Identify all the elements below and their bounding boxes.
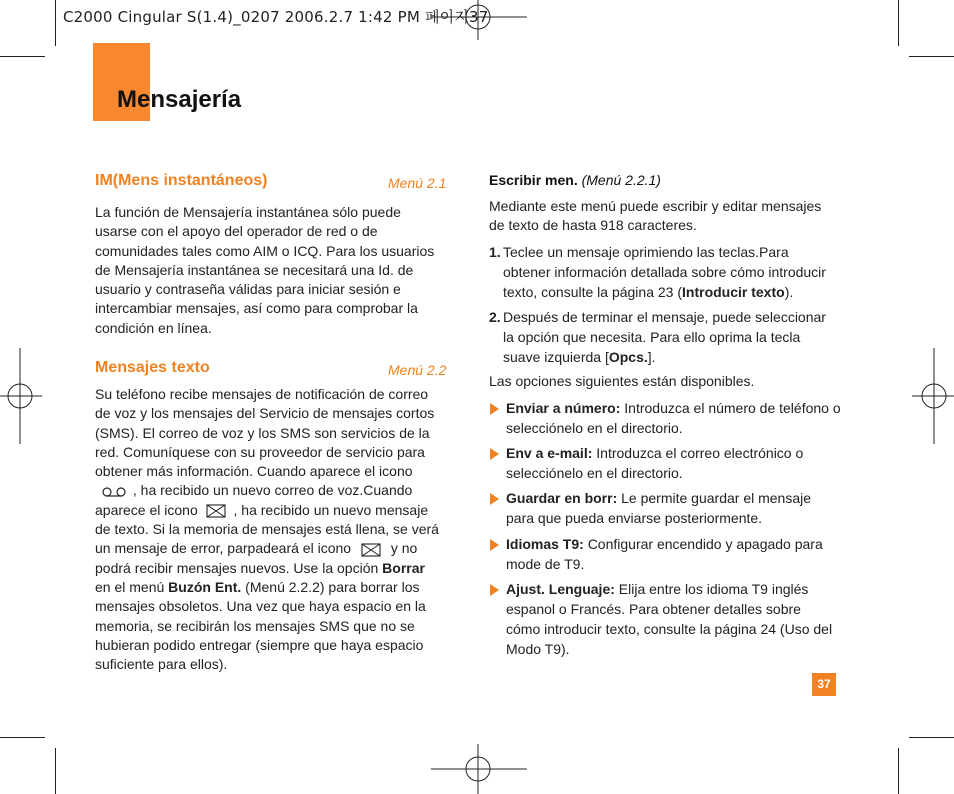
bold-term: Buzón Ent.: [168, 578, 242, 595]
text-line: selecciónelo en el directorio.: [506, 465, 683, 481]
text-segment: en el menú: [95, 578, 165, 595]
option-save-draft: [490, 488, 850, 528]
step-number: 2.: [489, 309, 501, 325]
bullet-arrow-icon: [490, 584, 499, 596]
step-text: [503, 307, 826, 367]
text-line: selecciónelo en el directorio.: [506, 420, 683, 436]
text-line: Su teléfono recibe mensajes de notificación de correo: [95, 386, 429, 402]
write-intro: [489, 197, 849, 236]
text-line: Después de terminar el mensaje, puede seleccionar: [503, 309, 826, 325]
option-label: Idiomas T9:: [506, 536, 584, 552]
bold-term: Opcs.: [608, 349, 648, 365]
crop-mark: [55, 0, 56, 46]
text-line: espanol o Francés. Para obtener detalles sobre: [506, 601, 801, 617]
text-line: cómo introducir texto, consulte la página 24 (Uso del: [506, 621, 833, 637]
registration-mark-icon: [431, 744, 527, 794]
text-line: [95, 539, 455, 558]
text-segment: podrá recibir mensajes nuevos. Use la opción: [95, 559, 379, 576]
step-1: [489, 242, 849, 302]
text-line: comunidades tales como AIM o ICQ. Para los usuarios: [95, 242, 435, 259]
bullet-arrow-icon: [490, 493, 499, 505]
subsection-heading: [489, 172, 661, 188]
envelope-icon: [206, 504, 226, 518]
option-text: [506, 443, 803, 483]
text-line: hubieran podido entregar (siempre que haya espacio: [95, 636, 424, 653]
text-line: (SMS). El correo de voz y los SMS son servicios de la: [95, 424, 430, 441]
voicemail-icon: [99, 486, 129, 498]
text-segment: ].: [647, 349, 656, 365]
crop-mark: [0, 737, 45, 738]
text-line: La función de Mensajería instantánea sólo puede: [95, 204, 401, 220]
text-line: [503, 347, 826, 367]
registration-mark-icon: [912, 348, 954, 444]
text-line: obtener más información. Cuando aparece el icono: [95, 463, 413, 480]
option-send-email: [490, 443, 850, 483]
subsection-title: Escribir men.: [489, 172, 578, 188]
text-line: de voz y los mensajes del Servicio de mensajes cortos: [95, 405, 435, 422]
text-segment: Le permite guardar el mensaje: [621, 490, 812, 506]
text-line: para que pueda enviarse posteriormente.: [506, 510, 763, 526]
print-header: C2000 Cingular S(1.4)_0207 2006.2.7 1:42 PM 페이지37: [63, 8, 489, 26]
options-intro: Las opciones siguientes están disponibles.: [489, 373, 755, 389]
option-text: [506, 488, 811, 528]
text-line: Modo T9).: [506, 641, 570, 657]
subsection-menu-ref: (Menú 2.2.1): [581, 172, 661, 188]
text-line: suficiente para ellos).: [95, 656, 228, 673]
text-segment: texto, consulte la página 23 (: [503, 284, 683, 300]
step-text: [503, 242, 826, 302]
option-label: Enviar a número:: [506, 400, 621, 416]
section-heading-im: IM(Mens instantáneos): [95, 172, 268, 189]
text-line: [506, 443, 803, 463]
option-language-settings: [490, 579, 850, 659]
text-line: usuario y contraseña válidas para iniciar sesión e: [95, 281, 401, 298]
text-line: de Mensajería instantánea se necesitará una Id. de: [95, 261, 414, 278]
text-line: mode de T9.: [506, 556, 585, 572]
text-line: Mediante este menú puede escribir y editar mensajes: [489, 198, 822, 214]
text-line: [506, 488, 811, 508]
option-text: [506, 534, 823, 574]
bullet-arrow-icon: [490, 403, 499, 415]
crop-mark: [898, 0, 899, 46]
option-label: Guardar en borr:: [506, 490, 618, 506]
bullet-arrow-icon: [490, 539, 499, 551]
option-text: [506, 398, 841, 438]
text-segment: Introduzca el número de teléfono o: [624, 400, 841, 416]
option-label: Ajust. Lenguaje:: [506, 581, 615, 597]
text-line: Teclee un mensaje oprimiendo las teclas.Para: [503, 244, 789, 260]
im-paragraph: [95, 203, 455, 338]
text-line: red. Comuníquese con su proveedor de servicio para: [95, 443, 425, 460]
option-t9-languages: [490, 534, 850, 574]
text-segment: aparece el icono: [95, 501, 198, 518]
bullet-arrow-icon: [490, 448, 499, 460]
crop-mark: [898, 748, 899, 794]
registration-mark-icon: [0, 348, 42, 444]
text-line: de texto de hasta 918 caracteres.: [489, 217, 697, 234]
text-segment: Introduzca el correo electrónico o: [596, 445, 804, 461]
crop-mark: [0, 56, 45, 57]
text-line: [95, 501, 455, 520]
envelope-icon: [361, 543, 381, 557]
text-line: memoria, se recibirán los mensajes SMS que no se: [95, 617, 415, 634]
page-number-badge: 37: [812, 673, 836, 696]
text-line: [503, 282, 826, 302]
menu-ref-sms: Menú 2.2: [388, 362, 447, 378]
option-label: Env a e-mail:: [506, 445, 593, 461]
text-line: [506, 398, 841, 418]
text-line: [95, 481, 455, 500]
text-segment: suave izquierda [: [503, 349, 609, 365]
text-line: obtener información detallada sobre cómo introducir: [503, 264, 826, 280]
bold-term: Borrar: [382, 559, 425, 576]
text-segment: Configurar encendido y apagado para: [587, 536, 823, 552]
menu-ref-im: Menú 2.1: [388, 175, 447, 191]
text-line: intercambiar mensajes, así como para comprobar la: [95, 300, 418, 317]
text-line: la opción que necesita. Para ello oprima la tecla: [503, 329, 801, 345]
text-line: usarse con el apoyo del operador de red o de: [95, 223, 378, 240]
text-segment: y no: [390, 540, 418, 557]
text-segment: , ha recibido un nuevo mensaje: [233, 501, 429, 518]
crop-mark: [55, 748, 56, 794]
step-number: 1.: [489, 244, 501, 260]
text-line: [95, 578, 455, 597]
crop-mark: [909, 737, 954, 738]
section-heading-sms: Mensajes texto: [95, 359, 210, 376]
text-segment: , ha recibido un nuevo correo de voz.Cuando: [132, 482, 413, 499]
sms-paragraph: [95, 385, 455, 674]
text-segment: ).: [784, 284, 794, 300]
step-2: [489, 307, 849, 367]
option-text: [506, 579, 832, 659]
text-line: de texto. Si la memoria de mensajes está llena, se verá: [95, 521, 439, 538]
text-segment: Elija entre los idioma T9 inglés: [618, 581, 809, 597]
text-line: mensajes obsoletos. Una vez que haya espacio en la: [95, 598, 426, 615]
text-line: [506, 534, 823, 554]
page-title: Mensajería: [117, 86, 242, 113]
crop-mark: [909, 56, 954, 57]
bold-term: Introducir texto: [682, 284, 785, 300]
text-line: [95, 559, 455, 578]
text-segment: un mensaje de error, parpadeará el icono: [95, 540, 352, 557]
text-line: condición en línea.: [95, 319, 212, 336]
option-send-number: [490, 398, 850, 438]
text-line: [506, 579, 832, 599]
text-segment: (Menú 2.2.2) para borrar los: [245, 578, 420, 595]
